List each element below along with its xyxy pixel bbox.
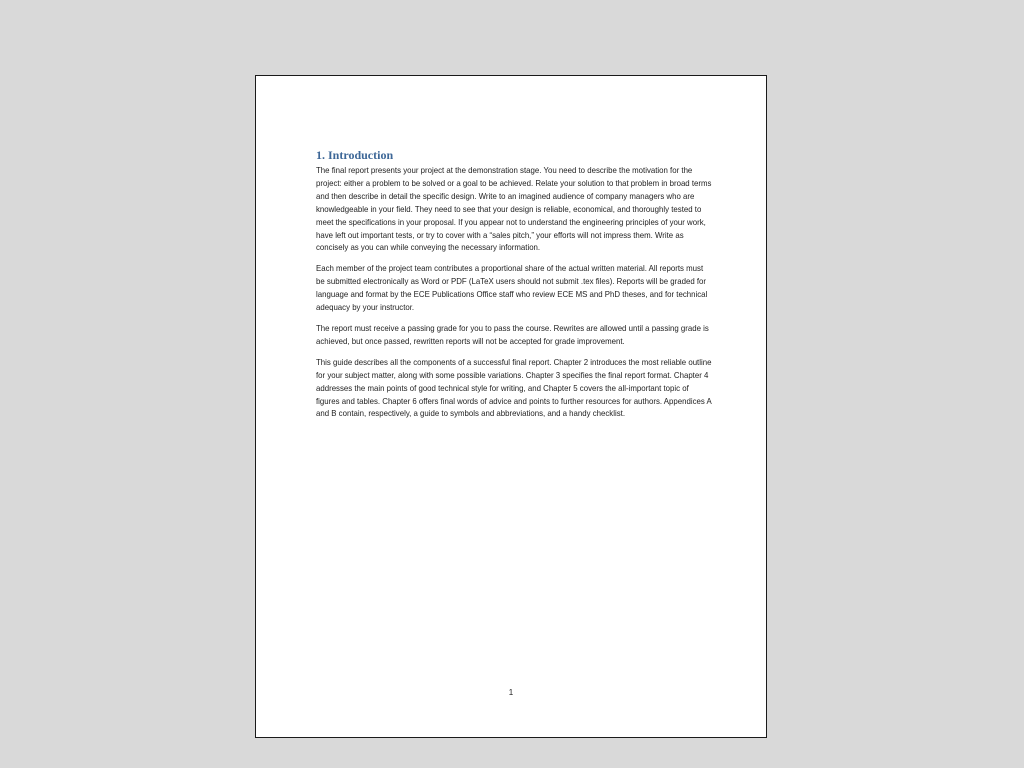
paragraph-motivation: The final report presents your project at the demonstration stage. You need to describe the motivation for the project: either a problem to be solved or a goal to be achieved. Relate your solution to that problem in broad terms and then describe in detail the specific design. Write to an imagined audience of company managers who are knowledgeable in your field. They need to see that your design is reliable, economical, and thoroughly tested to meet the specifications in your proposal. If you appear not to understand the engineering principles of your work, have left out important tests, or try to cover with a “sales pitch,” your efforts will not impress them. Write as concisely as you can while conveying the necessary information. xyxy=(316,166,712,253)
paragraph-team-contribution: Each member of the project team contributes a proportional share of the actual written material. All reports must be submitted electronically as Word or PDF (LaTeX users should not submit .tex files). Reports will be graded for language and format by the ECE Publications Office staff who review ECE MS and PhD theses, and for technical adequacy by your instructor. xyxy=(316,264,708,313)
section-heading: 1. Introduction xyxy=(316,148,394,162)
page-content xyxy=(316,148,712,429)
page-number: 1 xyxy=(508,688,514,697)
paragraph-grading: The report must receive a passing grade for you to pass the course. Rewrites are allowed until a passing grade is achieved, but once passed, rewritten reports will not be accepted for grade improvement. xyxy=(316,323,709,346)
paragraph-guide-overview: This guide describes all the components of a successful final report. Chapter 2 introduces the most reliable outline for your subject matter, along with some possible variations. Chapter 3 specifies the final report format. Chapter 4 addresses the main points of good technical style for writing, and Chapter 5 covers the all-important topic of figures and tables. Chapter 6 offers final words of advice and points to further resources for authors. Appendices A and B contain, respectively, a guide to symbols and abbreviations, and a handy checklist. xyxy=(316,357,712,419)
document-page xyxy=(255,75,767,738)
